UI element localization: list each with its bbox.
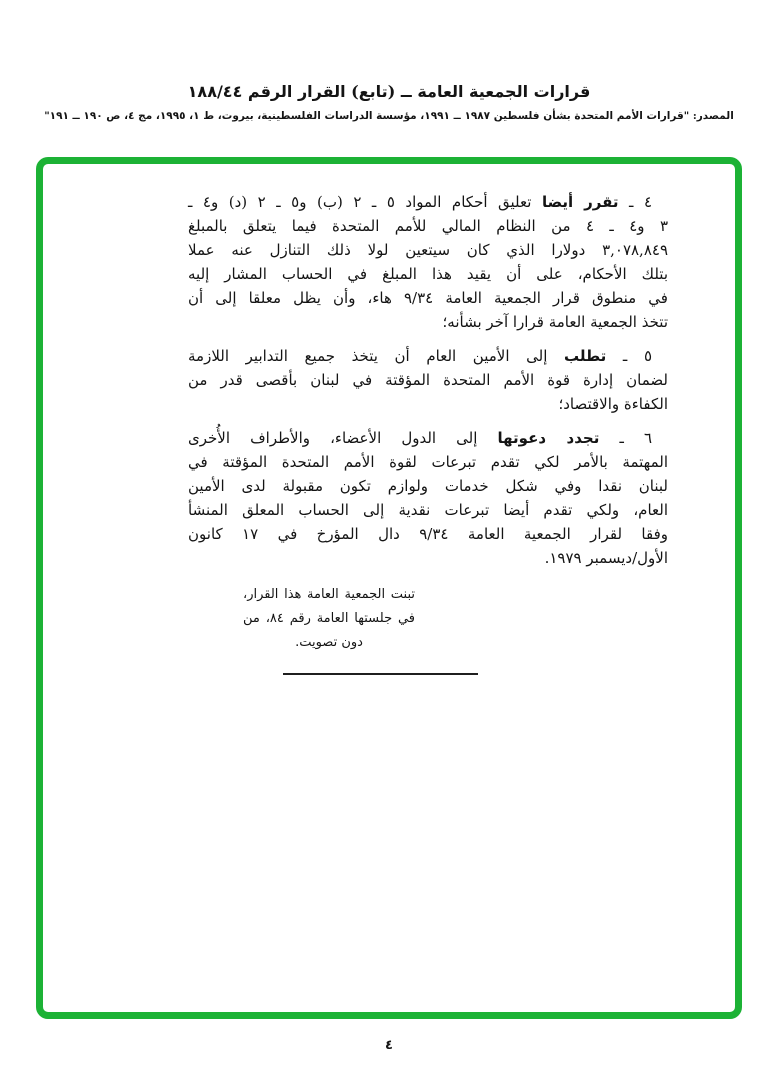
text-line: دون تصويت.	[295, 635, 363, 650]
end-of-resolution-rule	[283, 673, 478, 675]
text-line	[188, 344, 668, 368]
operative-paragraph-4	[188, 190, 668, 334]
text-line	[188, 190, 668, 214]
adoption-note	[243, 583, 415, 655]
operative-paragraph-5	[188, 344, 668, 416]
resolution-title: قرارات الجمعية العامة ــ (تابع) القرار الرقم ١٨٨/٤٤	[187, 82, 591, 101]
paragraph-number: ٤ ـ	[618, 193, 653, 211]
text-line: الأول/ديسمبر ١٩٧٩.	[544, 549, 668, 567]
text-line: في منطوق قرار الجمعية العامة ٩/٣٤ هاء، وأن يظل معلقا إلى أن	[188, 289, 668, 307]
green-annotation-frame	[36, 157, 742, 1019]
text-line: ٣ و٤ ـ ٤ من النظام المالي للأمم المتحدة فيما يتعلق بالمبلغ	[188, 217, 668, 235]
bold-lead: تطلب	[564, 347, 607, 365]
text-line: في جلستها العامة رقم ٨٤، من	[243, 611, 415, 626]
bold-lead: تجدد دعوتها	[497, 429, 600, 447]
text-line: لبنان نقدا وفي شكل خدمات ولوازم تكون مقبولة لدى الأمين	[188, 477, 668, 495]
text-line: لضمان إدارة قوة الأمم المتحدة المؤقتة في لبنان بأقصى قدر من	[188, 371, 668, 389]
line-text: إلى الأمين العام أن يتخذ جميع التدابير اللازمة	[188, 347, 565, 365]
text-line: بتلك الأحكام، على أن يقيد هذا المبلغ في الحساب المشار إليه	[188, 265, 668, 283]
line-text: إلى الدول الأعضاء، والأطراف الأُخرى	[188, 429, 498, 447]
text-line: الكفاءة والاقتصاد؛	[558, 395, 668, 413]
resolution-text-column	[188, 190, 668, 675]
page-number-footer: ٤	[385, 1038, 393, 1053]
bold-lead: تقرر أيضا	[541, 193, 619, 211]
paragraph-number: ٦ ـ	[599, 429, 653, 447]
text-line: تتخذ الجمعية العامة قرارا آخر بشأنه؛	[442, 313, 668, 331]
text-line: ٣,٠٧٨,٨٤٩ دولارا الذي كان سيتعين لولا ذلك التنازل عنه عملا	[188, 241, 668, 259]
text-line: تبنت الجمعية العامة هذا القرار،	[243, 587, 415, 602]
text-line	[188, 426, 668, 450]
paragraph-number: ٥ ـ	[606, 347, 653, 365]
text-line: المهتمة بالأمر لكي تقدم تبرعات لقوة الأمم المتحدة المؤقتة في	[188, 453, 668, 471]
operative-paragraph-6	[188, 426, 668, 570]
page-header	[0, 82, 778, 123]
line-text: تعليق أحكام المواد ٥ ـ ٢ (ب) و٥ ـ ٢ (د) و٤ ـ	[188, 193, 542, 211]
text-line: العام، ولكي تقدم أيضا تبرعات نقدية إلى الحساب المعلق المنشأ	[188, 501, 668, 519]
text-line: وفقا لقرار الجمعية العامة ٩/٣٤ دال المؤرخ في ١٧ كانون	[188, 525, 668, 543]
source-citation-line: المصدر: "قرارات الأمم المتحدة بشأن فلسطين ١٩٨٧ ــ ١٩٩١، مؤسسة الدراسات الفلسطينية، بيروت، ط ١، ١٩٩٥، مج ٤، ص ١٩٠ ــ ١٩١"	[44, 110, 734, 122]
